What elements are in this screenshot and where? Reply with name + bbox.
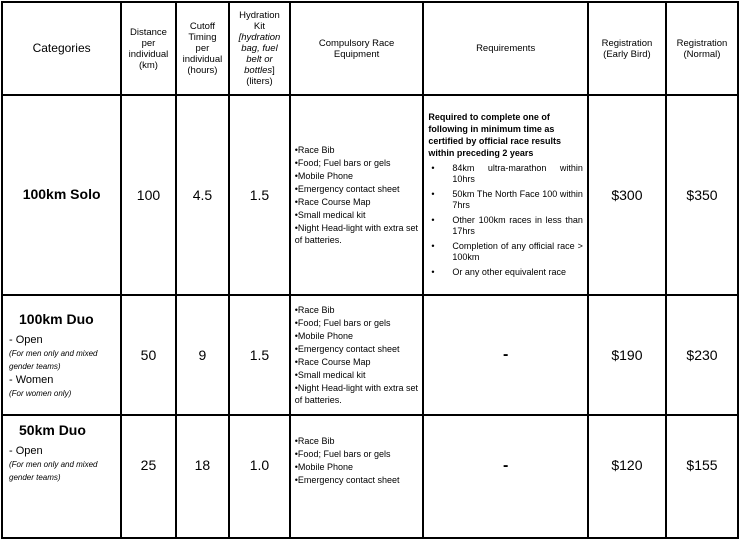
normal-price: $155 — [666, 415, 738, 538]
header-categories: Categories — [2, 2, 121, 95]
requirements-list — [424, 163, 586, 278]
category-note: (For women only) — [9, 388, 72, 398]
equipment-item: •Race Bib — [294, 305, 335, 315]
equipment-item: •Race Course Map — [294, 357, 371, 367]
distance-cell: 25 — [121, 415, 175, 538]
header-equipment: Compulsory Race Equipment — [290, 2, 424, 95]
equipment-list — [291, 416, 423, 486]
header-requirements: Requirements — [423, 2, 587, 95]
equipment-item: •Food; Fuel bars or gels — [294, 449, 391, 459]
category-option: - Women — [9, 373, 54, 386]
category-option: - Open — [9, 445, 43, 457]
distance-cell: 100 — [121, 95, 175, 295]
requirement-item: • Or any other equivalent race — [428, 267, 582, 278]
equipment-item: •Food; Fuel bars or gels — [294, 158, 391, 168]
category-cell — [2, 415, 121, 538]
equipment-item: •Race Bib — [294, 436, 335, 446]
equipment-item: •Mobile Phone — [294, 462, 353, 472]
category-note: (For men only and mixed gender teams) — [9, 460, 98, 482]
equipment-list — [291, 144, 423, 246]
category-cell — [2, 95, 121, 295]
equipment-cell — [290, 415, 424, 538]
cutoff-cell: 18 — [176, 415, 229, 538]
category-name: 100km Duo — [19, 310, 94, 327]
normal-price: $230 — [666, 295, 738, 415]
equipment-item: •Mobile Phone — [294, 171, 353, 181]
requirement-item: • 84km ultra-marathon within 10hrs — [428, 163, 582, 185]
requirements-cell: - — [423, 295, 587, 415]
requirements-intro: Required to complete one of following in minimum time as certified by official race results within preceding 2 years — [428, 111, 561, 158]
equipment-cell — [290, 95, 424, 295]
requirements-cell — [423, 95, 587, 295]
equipment-item: •Race Course Map — [294, 197, 371, 207]
equipment-item: •Night Head-light with extra set of batteries. — [294, 223, 418, 245]
category-option: - Open — [9, 333, 43, 346]
header-early-bird: Registration (Early Bird) — [588, 2, 666, 95]
hydration-cell: 1.5 — [229, 95, 290, 295]
equipment-list — [291, 304, 423, 406]
distance-cell: 50 — [121, 295, 175, 415]
normal-price: $350 — [666, 95, 738, 295]
equipment-item: •Night Head-light with extra set of batteries. — [294, 383, 418, 405]
equipment-item: •Food; Fuel bars or gels — [294, 318, 391, 328]
hydration-cell: 1.0 — [229, 415, 290, 538]
requirement-item: • Completion of any official race > 100km — [428, 241, 582, 263]
cutoff-cell: 4.5 — [176, 95, 229, 295]
header-cutoff: Cutoff Timing per individual (hours) — [176, 2, 229, 95]
equipment-item: •Race Bib — [294, 145, 335, 155]
equipment-item: •Emergency contact sheet — [294, 344, 400, 354]
requirement-item: • Other 100km races in less than 17hrs — [428, 215, 582, 237]
table-row — [2, 295, 738, 415]
equipment-item: •Small medical kit — [294, 210, 366, 220]
early-bird-price: $300 — [588, 95, 666, 295]
equipment-cell — [290, 295, 424, 415]
equipment-item: •Emergency contact sheet — [294, 475, 400, 485]
header-hydration: Hydration Kit [hydration bag, fuel belt or bottles] (liters) — [229, 2, 290, 95]
header-normal: Registration (Normal) — [666, 2, 738, 95]
table-row — [2, 415, 738, 538]
category-name: 100km Solo — [22, 186, 101, 202]
table-row — [2, 95, 738, 295]
hydration-cell: 1.5 — [229, 295, 290, 415]
category-name: 50km Duo — [19, 422, 86, 438]
header-row — [2, 2, 738, 95]
cutoff-cell: 9 — [176, 295, 229, 415]
race-categories-table — [1, 1, 739, 539]
category-note: (For men only and mixed gender teams) — [9, 348, 98, 371]
header-distance: Distance per individual (km) — [121, 2, 175, 95]
equipment-item: •Emergency contact sheet — [294, 184, 400, 194]
equipment-item: •Small medical kit — [294, 370, 366, 380]
requirement-item: • 50km The North Face 100 within 7hrs — [428, 189, 582, 211]
category-cell — [2, 295, 121, 415]
requirements-cell: - — [423, 415, 587, 538]
early-bird-price: $120 — [588, 415, 666, 538]
early-bird-price: $190 — [588, 295, 666, 415]
equipment-item: •Mobile Phone — [294, 331, 353, 341]
